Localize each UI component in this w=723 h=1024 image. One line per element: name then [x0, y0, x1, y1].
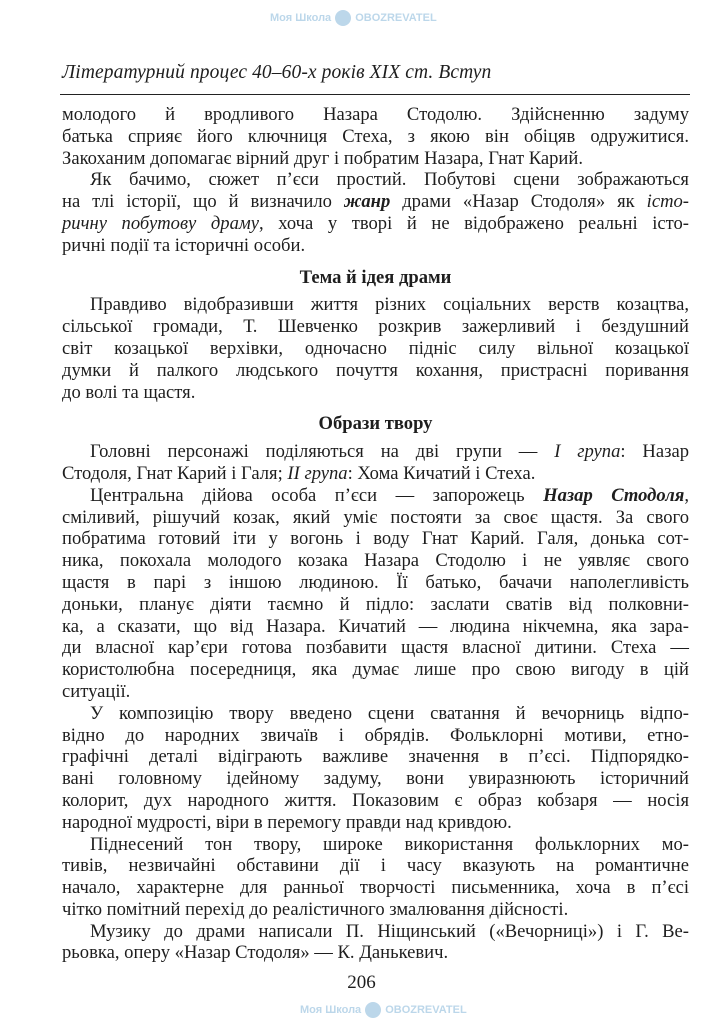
text-line [62, 834, 689, 856]
text-run: : Хома Кичатий і Стеха. [347, 462, 536, 484]
paragraph [62, 294, 689, 403]
text-run: ричні події та історичні особи. [62, 234, 306, 256]
running-header: Літературний процес 40–60-х років XIX ст. Вступ [62, 62, 492, 83]
emphasized-text: жанр [343, 191, 391, 213]
text-run: сільської громади, Т. Шевченко розкрив зажерливий і бездушний [62, 316, 689, 338]
text-run: Як бачимо, сюжет п’єси простий. Побутові сцени зображаються [90, 169, 689, 191]
text-run: начало, характерне для ранньої творчості письменника, хоча в п’єсі [62, 877, 689, 899]
text-line [62, 294, 689, 316]
text-run: драми «Назар Стодоля» як [390, 191, 647, 213]
watermark-logo-icon [335, 10, 351, 26]
paragraph [62, 169, 689, 256]
text-run: тивів, незвичайні обставини дії і часу вказують на романтичне [62, 855, 689, 877]
section-heading: Образи твору [318, 413, 433, 435]
emphasized-text: істо- [646, 191, 689, 213]
text-run: У композицію твору введено сцени сватання й вечорниць відпо- [90, 702, 689, 724]
paragraph [62, 104, 689, 169]
text-run: Головні персонажі поділяються на дві групи — [90, 441, 555, 463]
paragraph [62, 834, 689, 921]
text-line [62, 594, 689, 616]
text-run: до волі та щастя. [62, 381, 196, 403]
text-line [62, 338, 689, 360]
watermark-text: OBOZREVATEL [355, 11, 437, 24]
watermark [270, 10, 437, 26]
text-line [62, 616, 689, 638]
text-line [62, 877, 689, 899]
text-line [62, 382, 689, 404]
text-line [62, 169, 689, 191]
page-number: 206 [347, 972, 376, 993]
text-line [62, 768, 689, 790]
text-line [62, 790, 689, 812]
watermark-text: OBOZREVATEL [385, 1003, 467, 1016]
text-run: батька сприяє його ключниця Стеха, з якою він обіцяв одружитися. [62, 125, 689, 147]
paragraph [62, 441, 689, 485]
text-line [62, 360, 689, 382]
text-run: ди власної кар’єри готова позбавити щастя власної дитини. Стеха — [62, 637, 689, 659]
text-line [62, 681, 689, 703]
text-run: Музику до драми написали П. Ніщинський («Вечорниці») і Г. Ве- [90, 920, 689, 942]
text-line [62, 550, 689, 572]
text-run: побратима готовий іти у вогонь і воду Гнат Карий. Галя, донька сот- [62, 528, 689, 550]
text-line [62, 148, 689, 170]
text-run: рьовка, оперу «Назар Стодоля» — К. Данькевич. [62, 942, 449, 964]
watermark-logo-icon [365, 1002, 381, 1018]
paragraph [62, 485, 689, 703]
paragraph [62, 703, 689, 834]
text-line [62, 812, 689, 834]
watermark [300, 1002, 467, 1018]
text-run: ника, покохала молодого козака Назара Стодолю і не уявляє свого [62, 550, 689, 572]
text-run: , хоча у творі й не відображено реальні істо- [259, 212, 689, 234]
emphasized-text: Назар Стодоля [543, 484, 685, 506]
text-line [62, 637, 689, 659]
text-run: Правдиво відобразивши життя різних соціальних верств козацтва, [90, 294, 689, 316]
text-line [62, 659, 689, 681]
text-run: щастя в парі з іншою людиною. Її батько, бачачи наполегливість [62, 571, 689, 593]
text-run: на тлі історії, що й визначило [62, 191, 344, 213]
text-run: Піднесений тон твору, широке використання фольклорних мо- [90, 833, 689, 855]
text-run: Центральна дійова особа п’єси — запорожець [90, 484, 544, 506]
text-line [62, 855, 689, 877]
text-line [62, 942, 689, 964]
text-run: Стодоля, Гнат Карий і Галя; [62, 462, 288, 484]
page-body [62, 104, 689, 964]
text-run: відно до народних звичаїв і обрядів. Фольклорні мотиви, етно- [62, 724, 689, 746]
text-line [62, 463, 689, 485]
text-line [62, 528, 689, 550]
text-run: чітко помітний перехід до реалістичного змалювання дійсності. [62, 898, 569, 920]
paragraph [62, 921, 689, 965]
text-run: народної мудрості, віри в перемогу правди над кривдою. [62, 811, 512, 833]
text-line [62, 703, 689, 725]
text-run: Закоханим допомагає вірний друг і побратим Назара, Гнат Карий. [62, 147, 583, 169]
text-line [62, 899, 689, 921]
text-line [62, 104, 689, 126]
text-line [62, 572, 689, 594]
emphasized-text: ричну побутову драму [62, 212, 259, 234]
text-run: молодого й вродливого Назара Стодолю. Здійсненню задуму [62, 104, 689, 125]
text-line [62, 485, 689, 507]
text-line [62, 921, 689, 943]
text-run: користолюбна посередниця, яка думає лише про свою вигоду в цій [62, 659, 689, 681]
emphasized-text: II група [287, 462, 348, 484]
text-run: ситуації. [62, 680, 131, 702]
text-line [62, 507, 689, 529]
emphasized-text: I група [554, 441, 621, 463]
text-line [62, 126, 689, 148]
section-heading: Тема й ідея драми [299, 266, 452, 288]
text-run: ка, а сказати, що від Назара. Кичатий — людина нікчемна, яка зара- [62, 615, 689, 637]
text-run: колорит, дух народного життя. Показовим є образ кобзаря — носія [62, 789, 689, 811]
text-run: сміливий, рішучий козак, який уміє постояти за своє щастя. За свого [62, 506, 689, 528]
text-line [62, 725, 689, 747]
text-run: вані головному ідейному задуму, вони увиразнюють історичний [62, 768, 689, 790]
text-run: думки й палкого людського почуття кохання, пристрасні поривання [62, 359, 689, 381]
text-run: : Назар [620, 441, 690, 463]
text-line [62, 441, 689, 463]
text-line [62, 213, 689, 235]
text-run: графічні деталі відіграють важливе значення в п’єсі. Підпорядко- [62, 746, 689, 768]
text-line [62, 235, 689, 257]
text-run: доньки, планує діяти таємно й підло: заслати сватів від полковни- [62, 593, 689, 615]
text-run: , [684, 484, 689, 506]
watermark-text: Моя Школа [300, 1003, 362, 1016]
watermark-text: Моя Школа [270, 11, 332, 24]
text-run: світ козацької верхівки, одночасно підніс силу вільної козацької [62, 337, 689, 359]
text-line [62, 746, 689, 768]
text-line [62, 316, 689, 338]
text-line [62, 191, 689, 213]
header-rule [60, 94, 690, 95]
